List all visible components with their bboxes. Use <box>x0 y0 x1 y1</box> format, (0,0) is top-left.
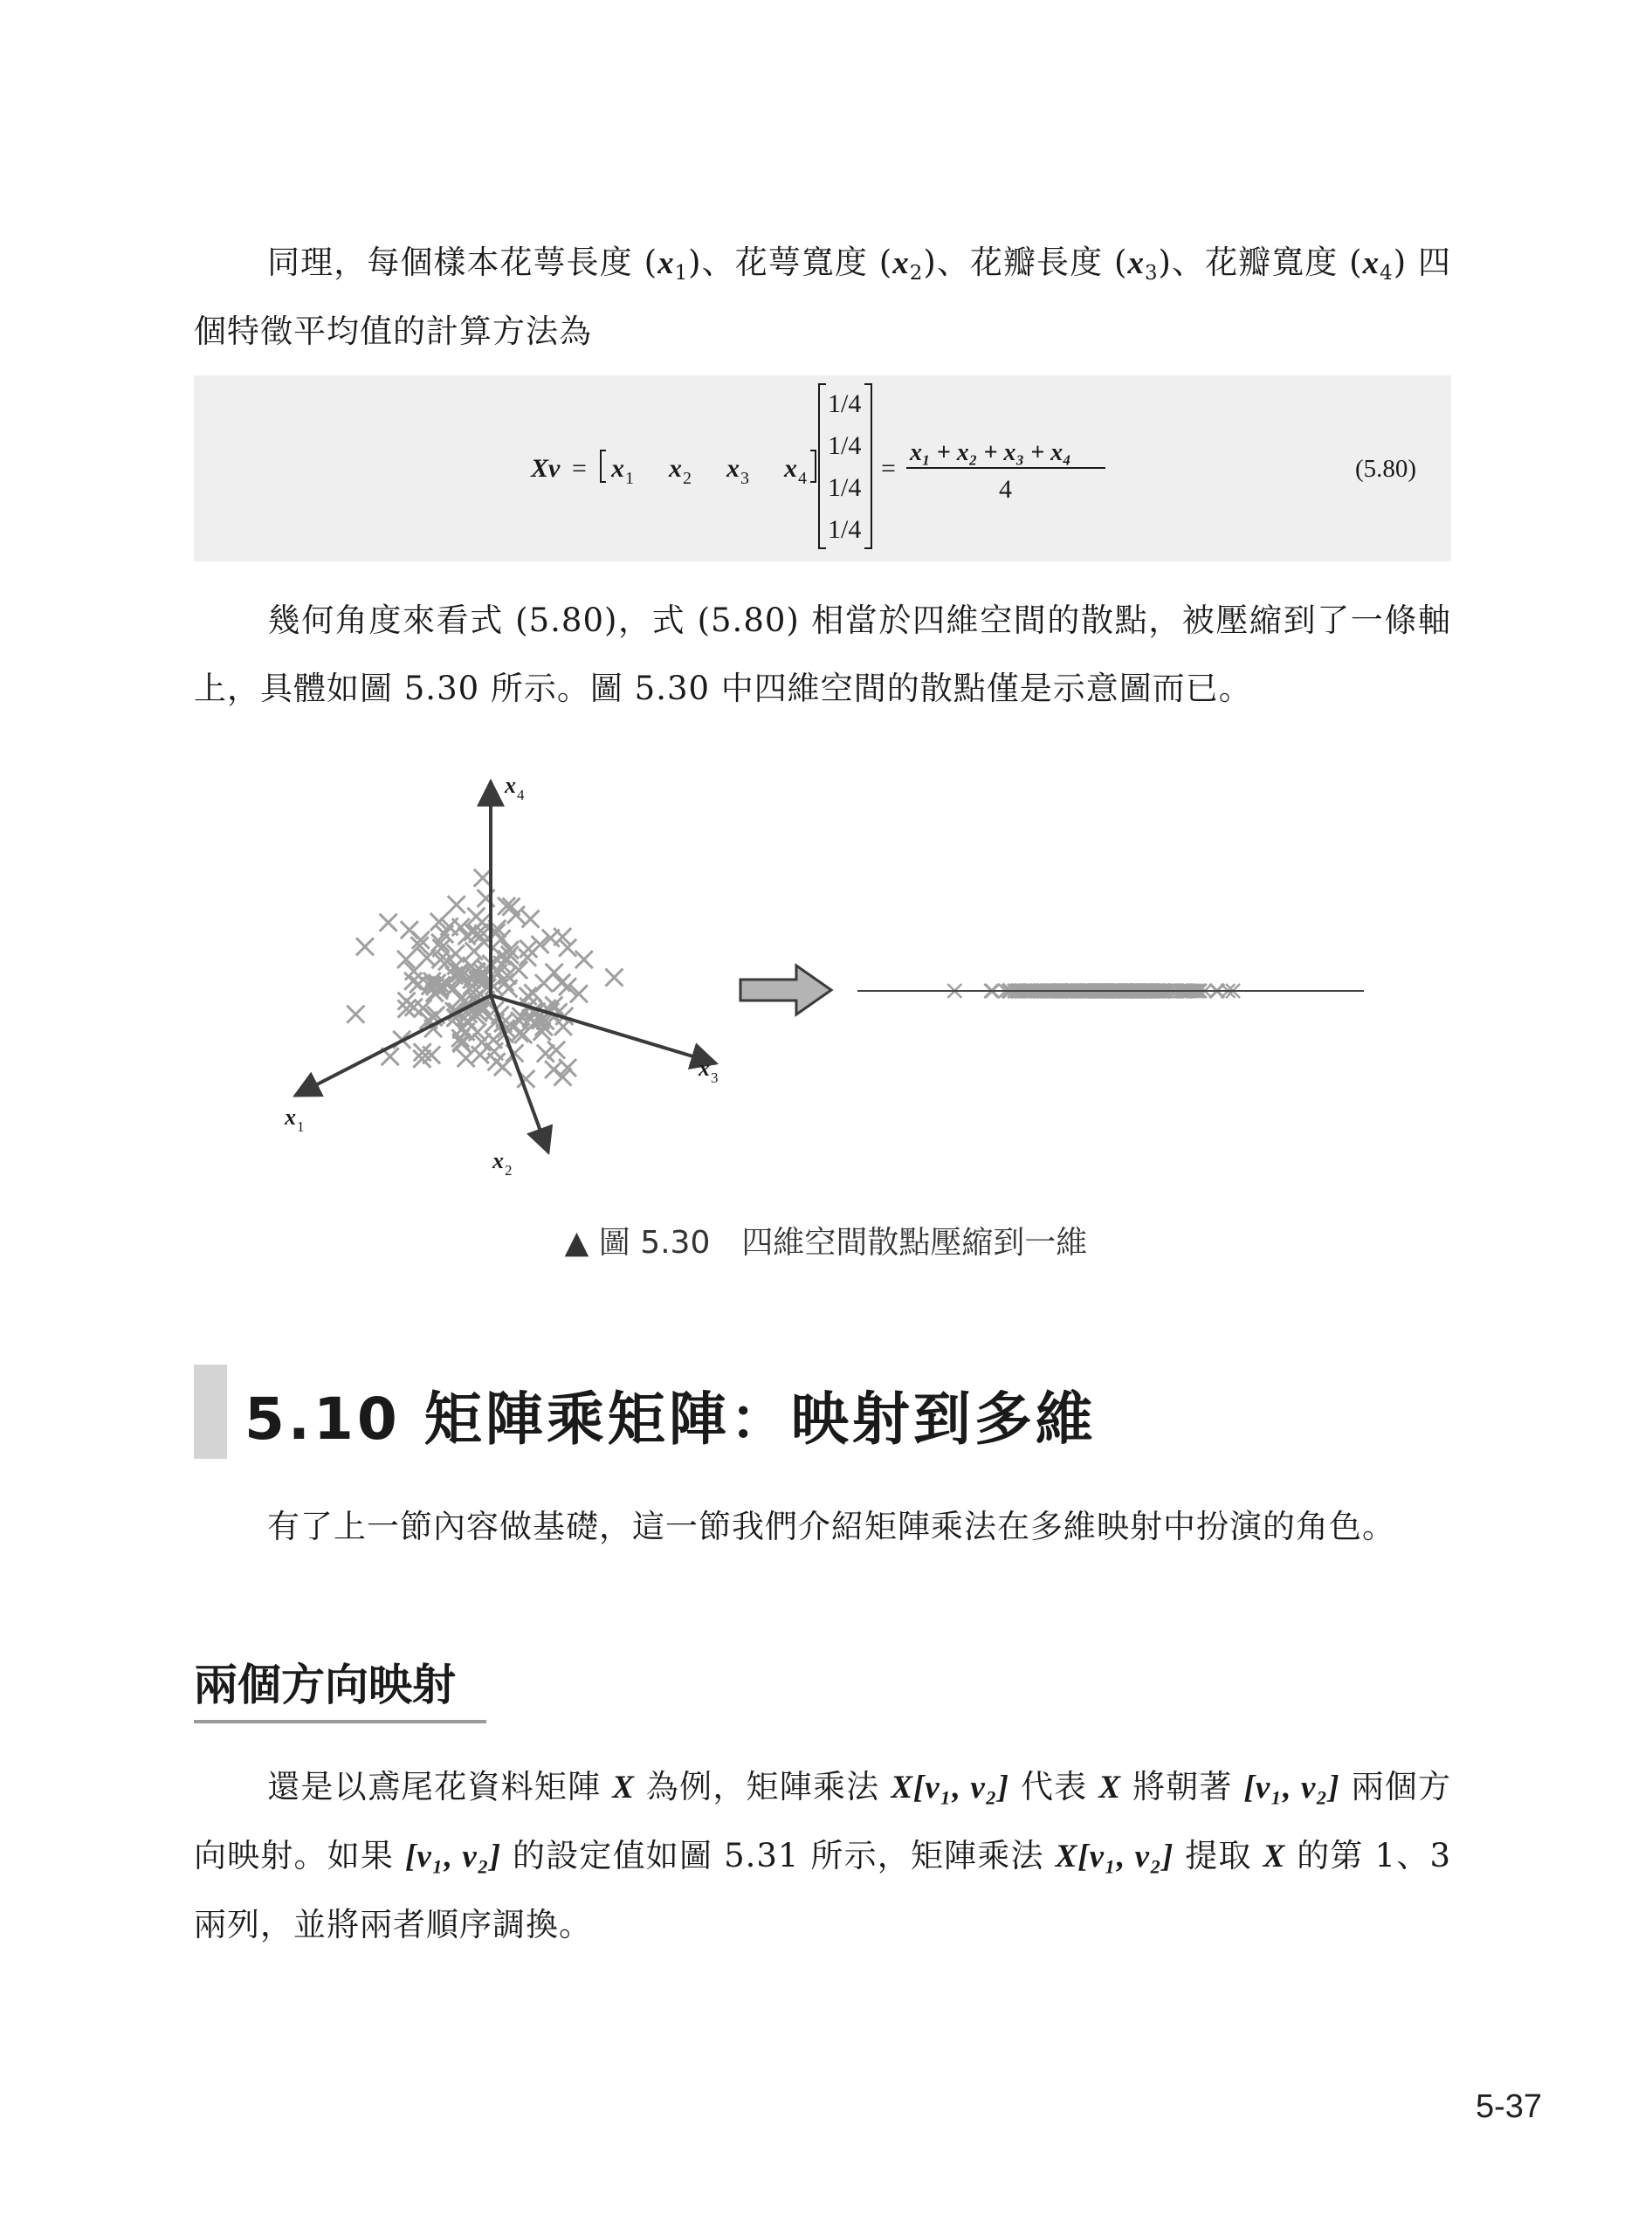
p4-text: 將朝著 <box>1121 1768 1244 1805</box>
scatter-marker <box>347 1006 364 1023</box>
scatter-marker <box>448 896 465 913</box>
scatter-marker <box>542 930 560 947</box>
scatter-marker <box>356 938 374 955</box>
paragraph-2 <box>194 587 1451 723</box>
row-var: x <box>784 454 797 483</box>
subsection-title: 兩個方向映射 <box>194 1650 486 1723</box>
row-sub: 1 <box>625 469 634 488</box>
scatter-marker <box>524 984 541 1001</box>
intro-text: ) 四個特徵平均值的計算方法為 <box>194 244 1451 350</box>
equation-svg <box>194 375 1451 561</box>
paragraph-2-text: 幾何角度來看式 (5.80)，式 (5.80) 相當於四維空間的散點，被壓縮到了一條軸上，具體如圖 5.30 所示。圖 5.30 中四維空間的散點僅是示意圖而已。 <box>194 602 1451 707</box>
intro-text: )、花瓣長度 ( <box>923 244 1128 281</box>
col-bracket-right <box>864 384 871 548</box>
var-x3: x <box>1127 245 1145 281</box>
scatter-marker <box>553 974 570 992</box>
p4-text: 還是以鳶尾花資料矩陣 <box>267 1768 613 1805</box>
scatter-marker <box>458 1049 475 1067</box>
scatter-marker <box>485 1042 503 1060</box>
axis-label-x2: x <box>492 1148 504 1173</box>
fraction-denominator: 4 <box>999 475 1012 504</box>
scatter-markers <box>347 870 623 1088</box>
matrix-x: X <box>1098 1770 1122 1805</box>
row-sub: 4 <box>798 469 807 488</box>
col-entry: 1/4 <box>828 389 862 418</box>
axis-sub-x2: 2 <box>505 1162 513 1179</box>
scatter-marker <box>380 914 397 932</box>
row-bracket-right <box>810 450 816 482</box>
section-bar <box>194 1365 227 1459</box>
col-bracket-left <box>819 384 826 548</box>
row-bracket-left <box>601 450 606 482</box>
section-title: 5.10 矩陣乘矩陣：映射到多維 <box>244 1386 1097 1453</box>
col-entry: 1/4 <box>828 473 862 502</box>
row-var: x <box>611 454 624 483</box>
paragraph-4 <box>194 1753 1451 1959</box>
equals-sign: = <box>881 454 896 483</box>
scatter-marker <box>474 870 492 887</box>
scatter-marker <box>467 908 485 925</box>
fraction-numerator: x₁ + x₂ + x₃ + x₄ <box>910 439 1071 466</box>
p4-text: 提取 <box>1174 1837 1263 1874</box>
axis-sub-x3: 3 <box>711 1069 719 1086</box>
scatter-marker <box>570 985 588 1002</box>
p4-text: 代表 <box>1009 1768 1099 1805</box>
axis-sub-x1: 1 <box>297 1118 305 1135</box>
p4-text: 的第 1、3 兩列，並將兩者順序調換。 <box>194 1837 1452 1943</box>
var-x1: x <box>657 245 675 281</box>
intro-text: 同理，每個樣本花萼長度 ( <box>267 244 658 281</box>
scatter-marker <box>447 945 465 962</box>
axis-label-x4: x <box>505 773 516 798</box>
scatter-marker <box>575 951 593 968</box>
paragraph-3 <box>194 1493 1451 1561</box>
sub-2: 2 <box>909 261 924 285</box>
p4-text: 為例，矩陣乘法 <box>634 1768 891 1805</box>
equation-number: (5.80) <box>1355 455 1417 483</box>
scatter-marker <box>507 906 525 924</box>
scatter-marker <box>605 969 623 987</box>
equation-lhs: Xv <box>531 454 561 483</box>
sub-3: 3 <box>1144 261 1159 285</box>
matrix-x: X <box>612 1770 635 1805</box>
equals-sign: = <box>572 454 587 483</box>
matrix-product: X[v₁, v₂] <box>891 1770 1009 1805</box>
figure-svg <box>262 751 1397 1205</box>
compression-arrow <box>740 966 831 1014</box>
scatter-marker <box>405 962 423 980</box>
intro-text: )、花瓣寬度 ( <box>1158 244 1363 281</box>
row-var: x <box>726 454 740 483</box>
direction-vectors: [v₁, v₂] <box>405 1839 502 1874</box>
sub-1: 1 <box>674 261 689 285</box>
var-x2: x <box>892 245 910 281</box>
row-sub: 3 <box>740 469 749 488</box>
intro-paragraph <box>194 229 1451 366</box>
direction-vectors: [v₁, v₂] <box>1243 1770 1340 1805</box>
row-var: x <box>669 454 682 483</box>
axis-label-x3: x <box>699 1056 710 1081</box>
page-number: 5-37 <box>1476 2088 1543 2125</box>
paragraph-3-text: 有了上一節內容做基礎，這一節我們介紹矩陣乘法在多維映射中扮演的角色。 <box>267 1508 1395 1545</box>
axis-label-x1: x <box>285 1104 296 1130</box>
scatter-marker <box>545 1061 562 1078</box>
p4-text: 兩個方向映射。如果 <box>194 1768 1451 1874</box>
axis-sub-x4: 4 <box>517 787 525 803</box>
var-x4: x <box>1362 245 1380 281</box>
figure-5-30 <box>262 751 1397 1208</box>
equation-box <box>194 375 1451 561</box>
sub-4: 4 <box>1380 261 1394 285</box>
intro-text: )、花萼寬度 ( <box>688 244 893 281</box>
matrix-product: X[v₁, v₂] <box>1055 1839 1174 1874</box>
scatter-marker <box>401 921 418 939</box>
matrix-x: X <box>1263 1839 1286 1874</box>
col-entry: 1/4 <box>828 431 862 460</box>
row-sub: 2 <box>683 469 692 488</box>
col-entry: 1/4 <box>828 515 862 544</box>
scatter-marker <box>522 911 540 928</box>
scatter-marker <box>397 951 415 968</box>
p4-text: 的設定值如圖 5.31 所示，矩陣乘法 <box>501 1837 1056 1874</box>
figure-caption: ▲ 圖 5.30 四維空間散點壓縮到一維 <box>564 1225 1088 1261</box>
